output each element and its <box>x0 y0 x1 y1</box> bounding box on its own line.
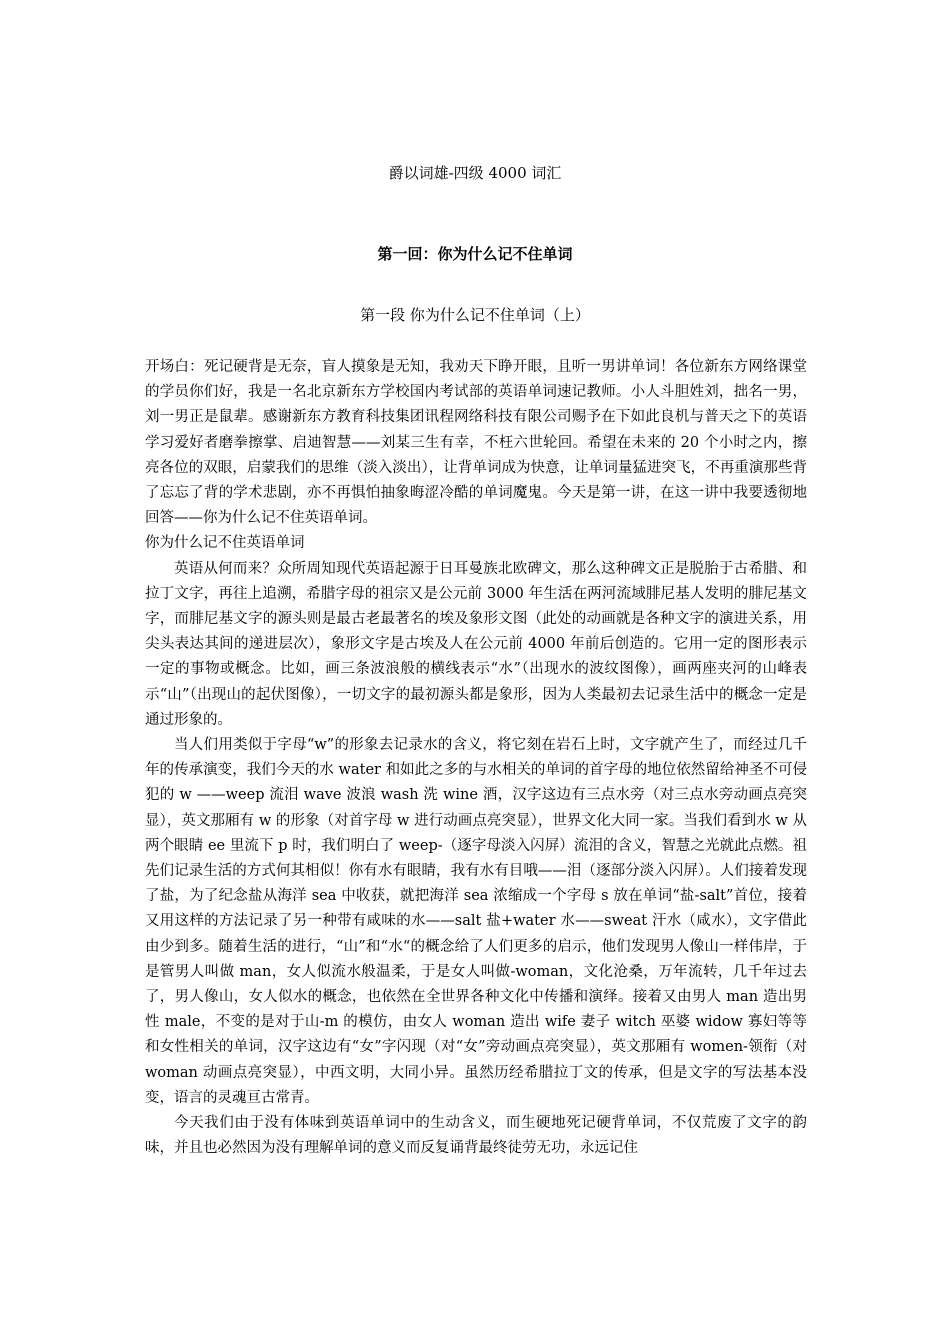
subheading-paragraph: 你为什么记不住英语单词 <box>145 535 305 552</box>
document-body <box>145 355 807 1162</box>
document-title: 爵以词雄-四级 4000 词汇 <box>388 164 562 182</box>
closing-paragraph: 今天我们由于没有体味到英语单词中的生动含义，而生硬地死记硬背单词，不仅荒废了文字的韵味，并且也必然因为没有理解单词的意义而反复诵背最终徒劳无功，永远记住 <box>145 1115 807 1157</box>
origin-paragraph: 英语从何而来？众所周知现代英语起源于日耳曼族北欧碑文，那么这种碑文正是脱胎于古希腊、和拉丁文字，再往上追溯，希腊字母的祖宗又是公元前 3000 年生活在两河流域腓尼基人发明的腓尼基文字，而腓尼基文字的源头则是最古老最著名的埃及象形文图（此处的动画就是各种文字的演进关系，用尖头表达其间的递进层次），象形文字是古埃及人在公元前 4000 年前后创造的。它用一定的图形表示一定的事物或概念。比如，画三条波浪般的横线表示“水”（出现水的波纹图像），画两座夹河的山峰表示“山”（出现山的起伏图像），一切文字的最初源头都是象形，因为人类最初去记录生活中的概念一定是通过形象的。 <box>145 560 807 728</box>
opening-paragraph: 开场白：死记硬背是无奈，盲人摸象是无知，我劝天下睁开眼，且听一男讲单词！各位新东方网络课堂的学员你们好，我是一名北京新东方学校国内考试部的英语单词速记教师。小人斗胆姓刘，拙名一男，刘一男正是鼠辈。感谢新东方教育科技集团讯程网络科技有限公司赐予在下如此良机与普天之下的英语学习爱好者磨拳擦掌、启迪智慧——刘某三生有幸，不枉六世轮回。希望在未来的 20 个小时之内，擦亮各位的双眼，启蒙我们的思维（淡入淡出），让背单词成为快意，让单词量猛进突飞，不再重演那些背了忘忘了背的学术悲剧，亦不再惧怕抽象晦涩冷酷的单词魔鬼。今天是第一讲，在这一讲中我要透彻地回答——你为什么记不住英语单词。 <box>145 359 807 527</box>
section-title: 第一段 你为什么记不住单词（上） <box>360 306 590 324</box>
water-letter-paragraph: 当人们用类似于字母“w”的形象去记录水的含义，将它刻在岩石上时，文字就产生了，而经过几千年的传承演变，我们今天的水 water 和如此之多的与水相关的单词的首字母的地位依然留给神圣不可侵犯的 w ——weep 流泪 wave 波浪 wash 洗 wine 酒，汉字这边有三点水旁（对三点水旁动画点亮突显），英文那厢有 w 的形象（对首字母 w 进行动画点亮突显），世界文化大同一家。当我们看到水 w 从两个眼睛 ee 里流下 p 时，我们明白了 weep-（逐字母淡入闪屏）流泪的含义，智慧之光就此点燃。祖先们记录生活的方式何其相似！你有水有眼睛，我有水有目哦——泪（逐部分淡入闪屏）。人们接着发现了盐，为了纪念盐从海洋 sea 中收获，就把海洋 sea 浓缩成一个字母 s 放在单词“盐-salt”首位，接着又用这样的方法记录了另一种带有咸味的水——salt 盐+water 水——sweat 汗水（咸水），文字借此由少到多。随着生活的进行，“山”和“水“的概念给了人们更多的启示，他们发现男人像山一样伟岸，于是管男人叫做 man，女人似流水般温柔，于是女人叫做-woman，文化沧桑，万年流转，几千年过去了，男人像山，女人似水的概念，也依然在全世界各种文化中传播和演绎。接着又由男人 man 造出男性 male，不变的是对于山-m 的模仿，由女人 woman 造出 wife 妻子 witch 巫婆 widow 寡妇等等和女性相关的单词，汉字这边有“女”字闪现（对“女”旁动画点亮突显），英文那厢有 women-领衔（对 woman 动画点亮突显），中西文明，大同小异。虽然历经希腊拉丁文的传承，但是文字的写法基本没变，语言的灵魂亘古常青。 <box>145 737 807 1106</box>
chapter-title: 第一回：你为什么记不住单词 <box>377 245 573 263</box>
